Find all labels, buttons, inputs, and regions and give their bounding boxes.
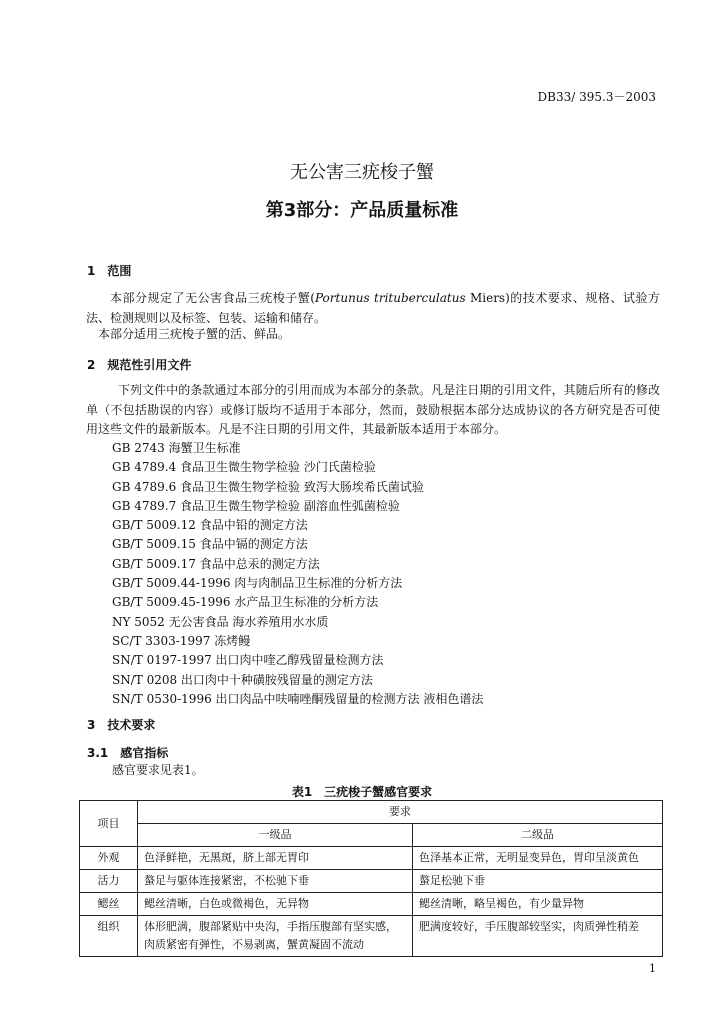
row-item: 外观 xyxy=(80,847,138,870)
header-grade-2: 二级品 xyxy=(413,824,663,847)
table-header-row xyxy=(80,801,663,824)
reference-item: GB/T 5009.12 食品中铅的测定方法 xyxy=(112,518,308,533)
table-subheader-row xyxy=(80,824,663,847)
table-row xyxy=(80,916,663,957)
reference-item: GB 4789.6 食品卫生微生物学检验 致泻大肠埃希氏菌试验 xyxy=(112,479,424,494)
reference-item: SC/T 3303-1997 冻烤鳗 xyxy=(112,633,251,648)
document-part-title: 第3部分：产品质量标准 xyxy=(265,200,459,221)
row-grade-1: 色泽鲜艳，无黑斑，脐上部无胃印 xyxy=(138,847,413,870)
section-1-heading: 1 范围 xyxy=(87,264,132,278)
row-grade-2: 鳃丝清晰，略呈褐色，有少量异物 xyxy=(413,893,663,916)
reference-item: SN/T 0530-1996 出口肉品中呋喃唑酮残留量的检测方法 液相色谱法 xyxy=(112,691,484,706)
sensory-requirements-table xyxy=(79,800,663,957)
table-1-caption: 表1 三疣梭子蟹感官要求 xyxy=(291,785,433,799)
document-title: 无公害三疣梭子蟹 xyxy=(290,162,434,183)
table-row xyxy=(80,870,663,893)
section-3-1-text: 感官要求见表1。 xyxy=(112,763,204,777)
reference-item: GB 4789.7 食品卫生微生物学检验 副溶血性弧菌检验 xyxy=(112,498,400,513)
reference-item: GB/T 5009.15 食品中镉的测定方法 xyxy=(112,537,308,552)
page-number: 1 xyxy=(649,962,656,975)
section-1-text-a: 本部分规定了无公害食品三疣梭子蟹( xyxy=(110,291,315,305)
section-1-paragraph-1 xyxy=(86,289,660,328)
reference-list xyxy=(112,439,483,709)
species-latin-name: Portunus trituberculatus xyxy=(314,291,466,305)
section-1-text-b: Miers)的技术要求、规格、试验方法、检测规则以及标签、包装、运输和储存。 xyxy=(86,291,660,325)
header-item: 项目 xyxy=(80,801,138,847)
reference-item: GB/T 5009.45-1996 水产品卫生标准的分析方法 xyxy=(112,595,379,610)
row-grade-1: 鳃丝清晰，白色或微褐色，无异物 xyxy=(138,893,413,916)
reference-item: GB/T 5009.17 食品中总汞的测定方法 xyxy=(112,556,320,571)
section-3-heading: 3 技术要求 xyxy=(87,718,156,732)
section-3-1-heading: 3.1 感官指标 xyxy=(87,746,169,760)
row-grade-1: 螯足与躯体连接紧密，不松驰下垂 xyxy=(138,870,413,893)
reference-item: SN/T 0197-1997 出口肉中喹乙醇残留量检测方法 xyxy=(112,653,384,668)
section-2-intro: 下列文件中的条款通过本部分的引用而成为本部分的条款。凡是注日期的引用文件，其随后所有的修改单（不包括勘误的内容）或修订版均不适用于本部分，然而，鼓励根据本部分达成协议的各方研究是否可使用这些文件的最新版本。凡是不注日期的引用文件，其最新版本适用于本部分。 xyxy=(86,383,660,436)
row-grade-1: 体形肥满，腹部紧贴中央沟，手指压腹部有坚实感，肉质紧密有弹性，不易剥离，蟹黄凝固不流动 xyxy=(138,916,413,957)
header-requirements: 要求 xyxy=(138,801,663,824)
row-grade-2: 肥满度较好，手压腹部较坚实，肉质弹性稍差 xyxy=(413,916,663,957)
reference-item: GB/T 5009.44-1996 肉与肉制品卫生标准的分析方法 xyxy=(112,576,403,591)
section-2-heading: 2 规范性引用文件 xyxy=(87,358,192,372)
reference-item: GB 2743 海蟹卫生标准 xyxy=(112,441,241,455)
table-row xyxy=(80,893,663,916)
header-grade-1: 一级品 xyxy=(138,824,413,847)
row-item: 组织 xyxy=(80,916,138,957)
reference-item: GB 4789.4 食品卫生微生物学检验 沙门氏菌检验 xyxy=(112,460,376,475)
reference-item: SN/T 0208 出口肉中十种磺胺残留量的测定方法 xyxy=(112,672,373,687)
row-item: 活力 xyxy=(80,870,138,893)
row-grade-2: 螯足松驰下垂 xyxy=(413,870,663,893)
section-1-paragraph-2: 本部分适用三疣梭子蟹的活、鲜品。 xyxy=(98,327,291,341)
standard-code: DB33/ 395.3－2003 xyxy=(537,90,656,104)
table-row xyxy=(80,847,663,870)
row-item: 鳃丝 xyxy=(80,893,138,916)
reference-item: NY 5052 无公害食品 海水养殖用水水质 xyxy=(112,614,329,629)
row-grade-2: 色泽基本正常，无明显变异色，胃印呈淡黄色 xyxy=(413,847,663,870)
